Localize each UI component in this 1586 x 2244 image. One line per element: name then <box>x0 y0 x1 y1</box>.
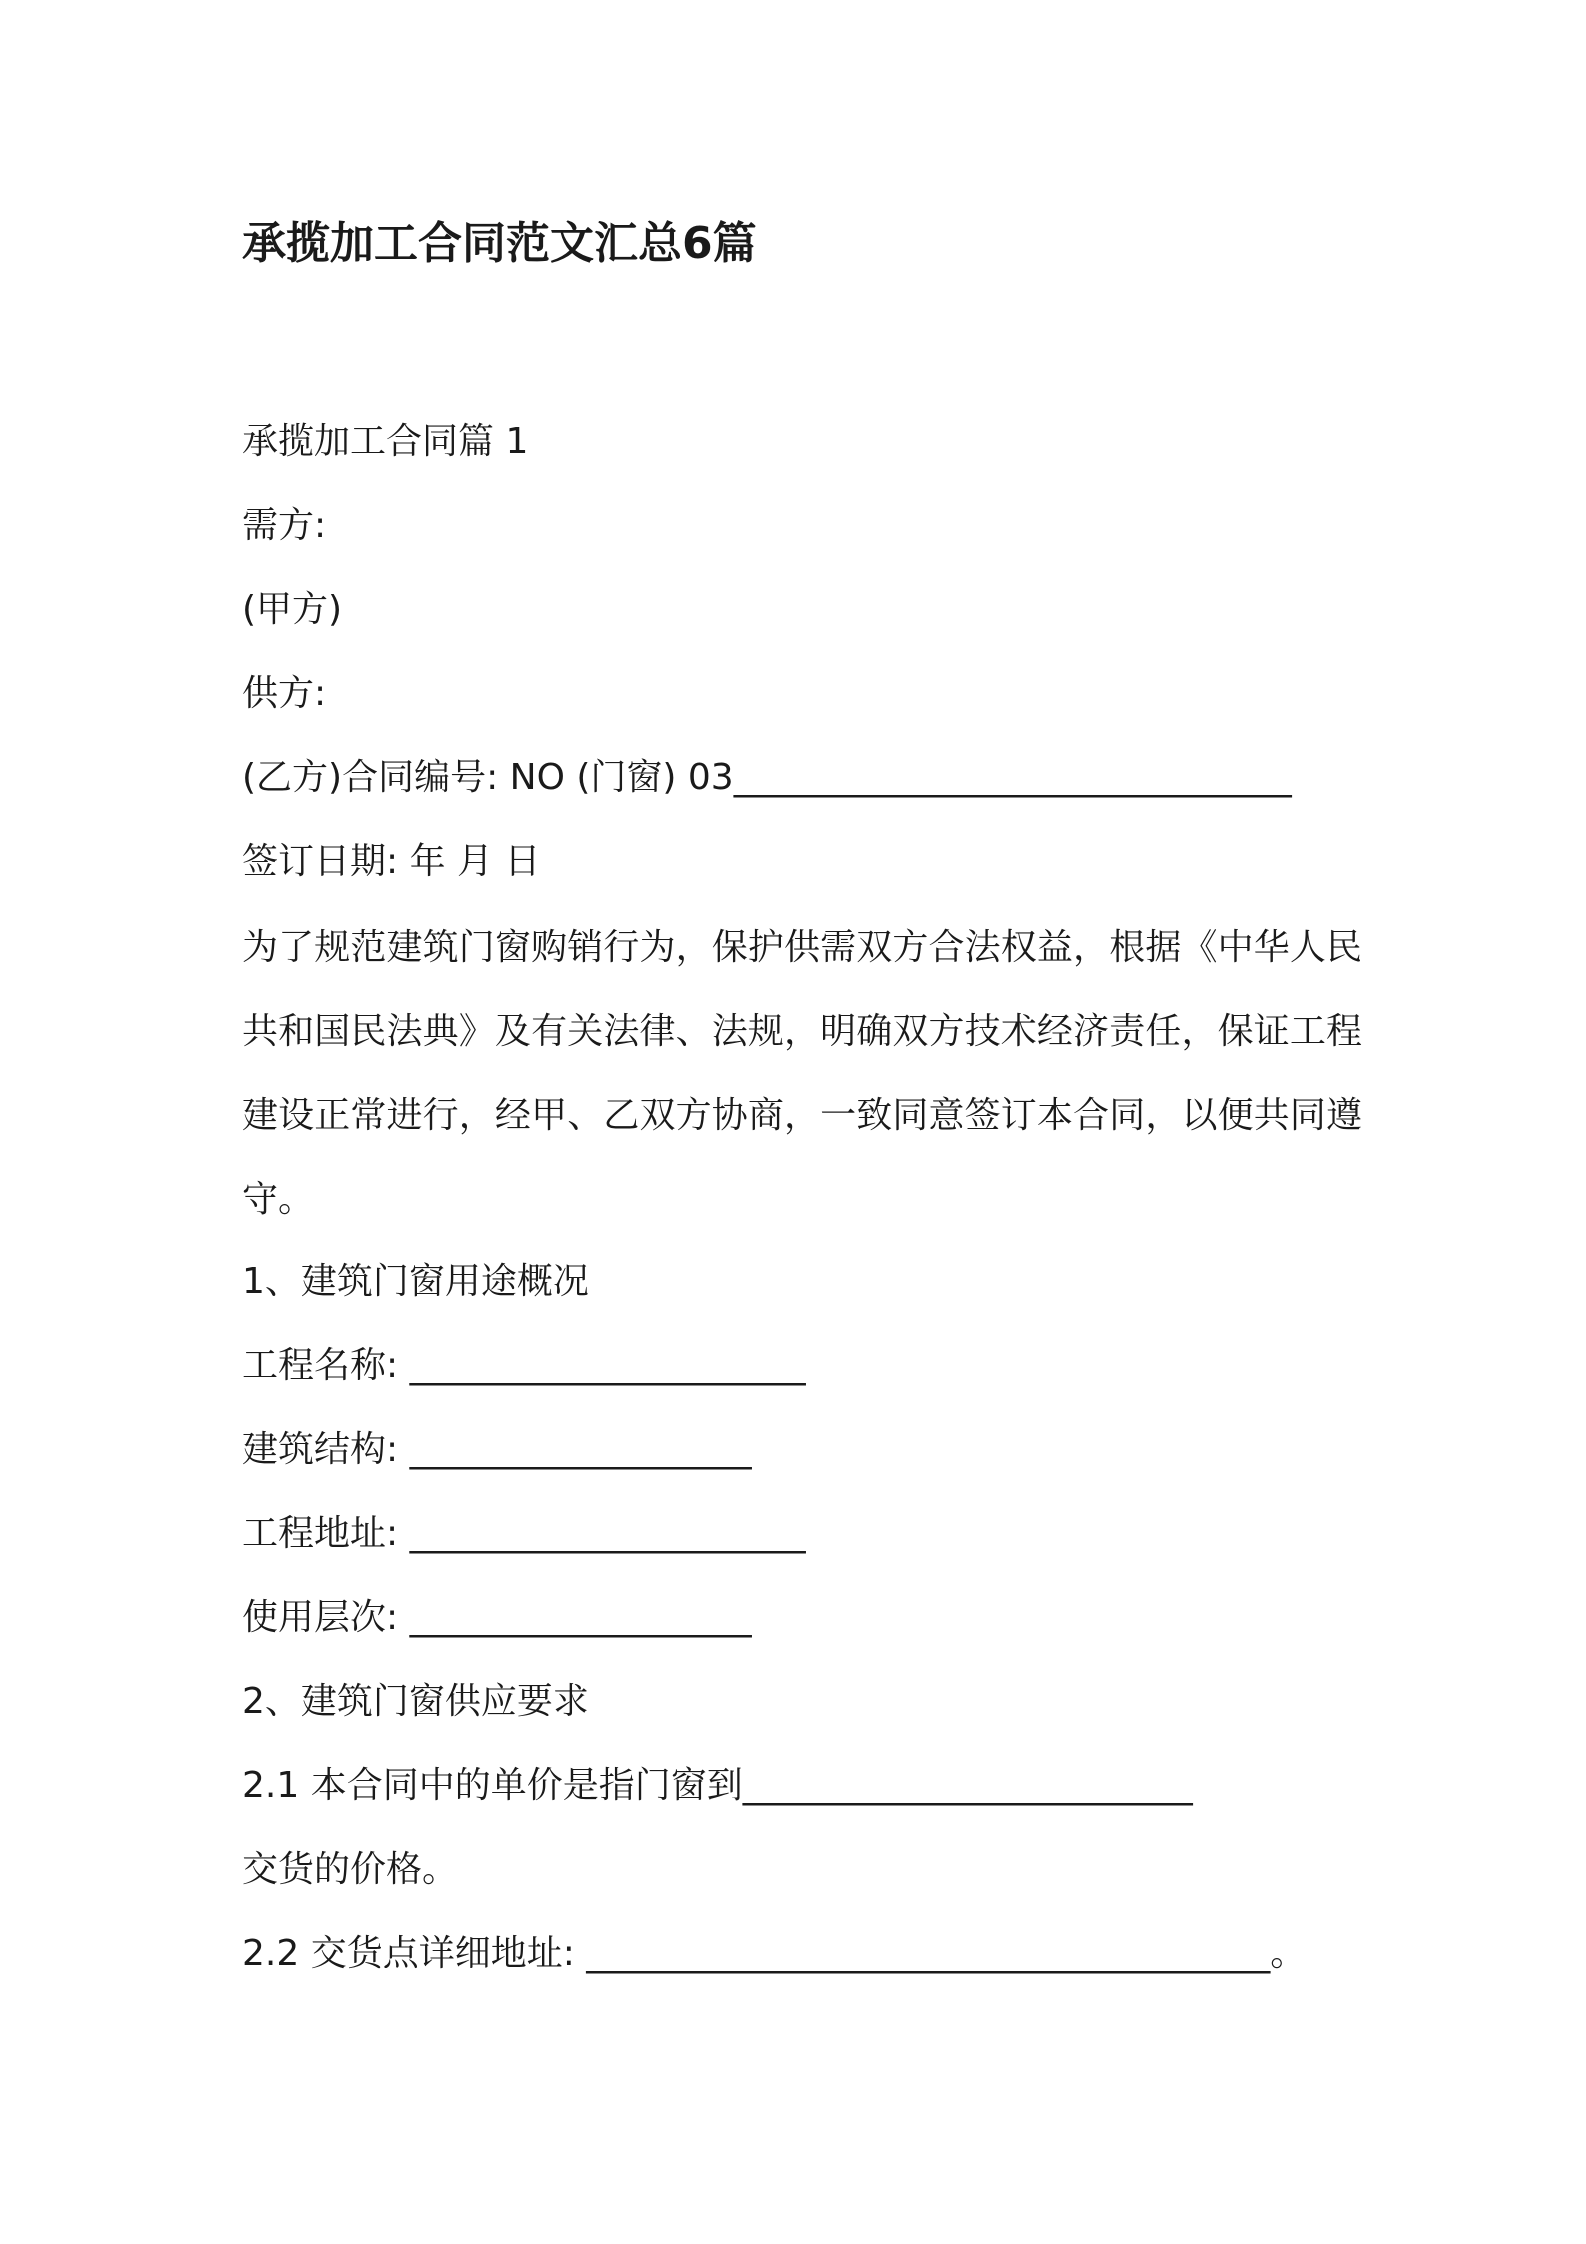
clause-2-1: 2.1 本合同中的单价是指门窗到_________________________ <box>242 1765 1193 1806</box>
clause-2-2: 2.2 交货点详细地址: ______________________________________。 <box>242 1933 1307 1974</box>
section-1-heading: 1、建筑门窗用途概况 <box>242 1261 589 1302</box>
project-name-field: 工程名称: ______________________ <box>242 1345 806 1386</box>
project-address-field: 工程地址: ______________________ <box>242 1513 806 1554</box>
supply-party-label: 供方: <box>242 673 327 714</box>
contract-number-line: (乙方)合同编号: NO (门窗) 03_______________________________ <box>242 757 1292 798</box>
building-structure-field: 建筑结构: ___________________ <box>242 1429 752 1470</box>
demand-party-label: 需方: <box>242 505 327 546</box>
intro-paragraph: 为了规范建筑门窗购销行为，保护供需双方合法权益，根据《中华人民共和国民法典》及有关法律、法规，明确双方技术经济责任，保证工程建设正常进行，经甲、乙双方协商，一致同意签订本合同，以便共同遵守。 <box>242 927 1362 1220</box>
section-heading: 承揽加工合同篇 1 <box>242 421 529 462</box>
document-title: 承揽加工合同范文汇总6篇 <box>242 218 757 269</box>
party-a-label: (甲方) <box>242 589 343 630</box>
sign-date-line: 签订日期: 年 月 日 <box>242 841 541 882</box>
section-2-heading: 2、建筑门窗供应要求 <box>242 1681 589 1722</box>
usage-level-field: 使用层次: ___________________ <box>242 1597 752 1638</box>
clause-2-1-continuation: 交货的价格。 <box>242 1849 459 1890</box>
